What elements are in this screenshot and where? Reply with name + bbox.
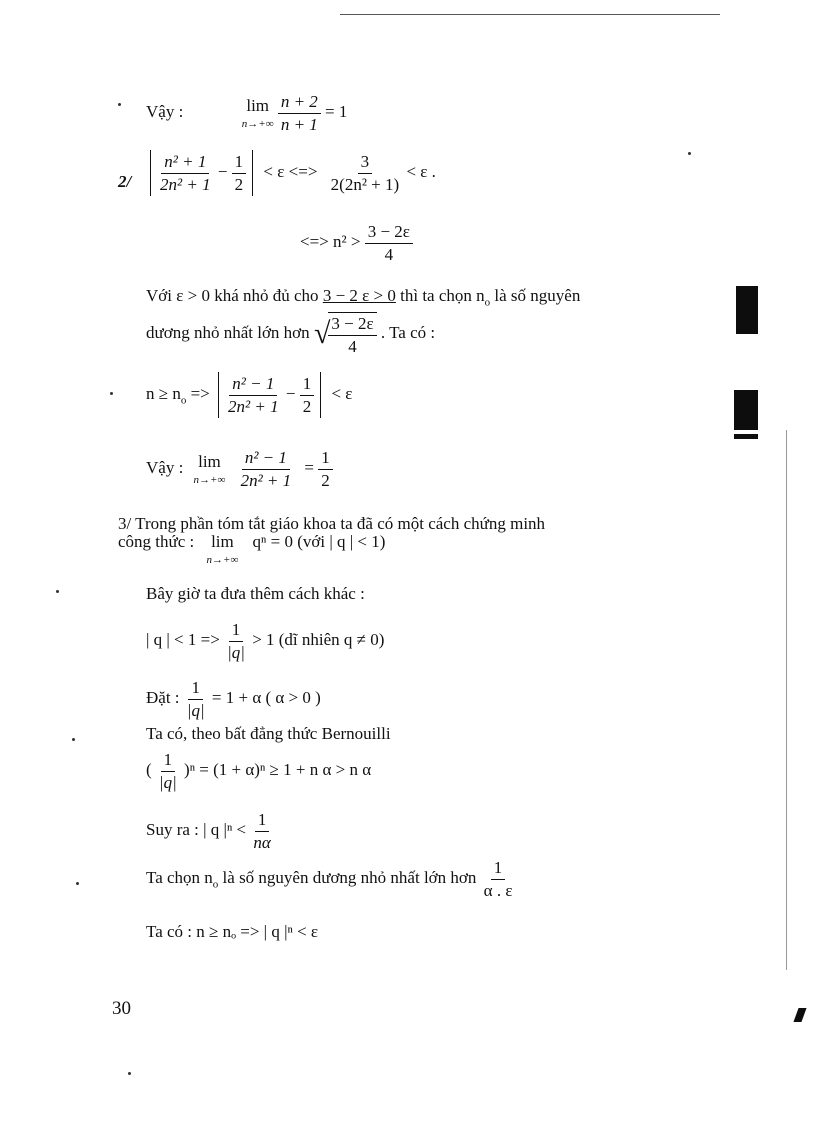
implication: [146, 372, 352, 418]
subscript: o: [180, 394, 187, 407]
denominator: |q|: [227, 642, 245, 662]
denominator: nα: [253, 832, 271, 852]
page-number: 30: [112, 998, 131, 1019]
bernoulli-sentence: Ta có, theo bất đẳng thức Bernouilli: [146, 724, 391, 743]
speck: [76, 882, 79, 885]
fraction: [278, 92, 321, 134]
equals: =: [304, 457, 314, 477]
bernoulli-inequality: [146, 750, 371, 792]
numerator: 1: [188, 678, 203, 700]
numerator: 1: [318, 448, 333, 470]
text: | q | < 1 =>: [146, 629, 220, 649]
final-statement: Ta có : n ≥ nₒ => | q |ⁿ < ε: [146, 922, 319, 941]
set-alpha: [146, 678, 321, 720]
part3-line2: [118, 532, 385, 566]
denominator: |q|: [158, 772, 177, 792]
numerator: 3 − 2ε: [328, 314, 376, 336]
fraction: [250, 810, 273, 852]
conclusion-limit-1: [146, 92, 347, 134]
numerator: 1: [229, 620, 244, 642]
para1-line1: [146, 286, 580, 308]
speck: [72, 738, 75, 741]
lim-operator: [194, 452, 226, 486]
equiv-fraction-2: [365, 222, 413, 264]
lim-subscript: n→+∞: [193, 474, 226, 487]
numerator: n² − 1: [229, 374, 277, 396]
q-inequality: [146, 620, 384, 662]
speck: [688, 152, 691, 155]
numerator: n² + 1: [161, 152, 209, 174]
part2-equiv: [300, 222, 413, 264]
speck: [118, 103, 121, 106]
iff-text: <=> n² >: [300, 231, 361, 251]
denominator: 2: [321, 470, 330, 490]
result-fraction: [318, 448, 333, 490]
text: qⁿ = 0 (với | q | < 1): [252, 532, 386, 551]
abs-fraction: [157, 152, 214, 194]
text: là số nguyên dương nhỏ nhất lớn hơn: [222, 867, 477, 887]
condition: 3 − 2 ε > 0: [322, 286, 396, 305]
lim-text: lim: [246, 96, 270, 116]
text: > 1 (dĩ nhiên q ≠ 0): [252, 629, 385, 649]
lhs: n ≥ n: [146, 383, 181, 403]
vay-label: Vậy :: [146, 457, 184, 477]
numerator: 1: [161, 750, 176, 772]
equiv-fraction: [328, 152, 403, 194]
text: dương nhỏ nhất lớn hơn: [146, 322, 310, 342]
numerator: 1: [232, 152, 247, 174]
text: Đặt :: [146, 687, 180, 707]
absolute-value: $\frac{\text{n² + 1}}{\text{2n² + 1}}$ − $\frac{1}{2}$: [150, 150, 253, 196]
fraction: [156, 750, 180, 792]
fraction: [184, 678, 208, 720]
absolute-value: $\frac{\text{n² − 1}}{\text{2n² + 1}}$ − $\frac{1}{2}$: [218, 372, 321, 418]
sqrt: √ $\frac{3 - 2\varepsilon}{4}$: [314, 312, 377, 356]
speck: [56, 590, 59, 593]
denominator: 4: [384, 244, 394, 264]
numerator: 1: [300, 374, 315, 396]
numerator: 1: [255, 810, 270, 832]
conclusion-limit-2: [146, 448, 333, 490]
part2-inequality: [150, 150, 436, 196]
text: . Ta có :: [380, 322, 436, 342]
part2-label: 2/: [118, 172, 132, 191]
denominator: 2(2n² + 1): [330, 174, 400, 194]
lim-subscript: n→+∞: [241, 118, 274, 131]
right-edge-rule: [786, 430, 787, 970]
lt-epsilon-2: < ε .: [406, 161, 436, 181]
denominator: α . ε: [483, 880, 513, 900]
rhs: = 1: [325, 101, 348, 121]
header-rule: [340, 14, 720, 15]
denominator: 2: [234, 174, 244, 194]
text: Với ε > 0 khá nhỏ đủ cho: [146, 286, 319, 305]
denominator: |q|: [186, 700, 205, 720]
lt-epsilon: < ε <=>: [263, 161, 318, 181]
text: = 1 + α ( α > 0 ): [211, 687, 321, 707]
text: Ta chọn n: [146, 867, 213, 887]
corner-mark: [793, 1008, 806, 1022]
lim-operator: [207, 532, 239, 566]
numerator: 3 − 2ε: [365, 222, 413, 244]
choose-n0: [146, 858, 515, 900]
half-fraction: [232, 152, 247, 194]
text: Suy ra : | q |ⁿ <: [146, 819, 247, 839]
fraction: [224, 620, 248, 662]
numerator: n + 2: [278, 92, 321, 114]
speck: [128, 1072, 131, 1075]
margin-mark-1: [736, 286, 758, 334]
para1-line2: [146, 312, 435, 356]
text: công thức :: [118, 532, 195, 551]
text: )ⁿ = (1 + α)ⁿ ≥ 1 + n α > n α: [184, 759, 372, 779]
numerator: 3: [358, 152, 373, 174]
sentence-another-method: Bây giờ ta đưa thêm cách khác :: [146, 584, 365, 603]
arrow: =>: [190, 383, 210, 403]
half-fraction: [300, 374, 315, 416]
numerator: n² − 1: [242, 448, 290, 470]
denominator: 2n² + 1: [240, 470, 292, 490]
lim-text: lim: [211, 532, 234, 551]
speck: [110, 392, 113, 395]
margin-mark-3: [734, 434, 758, 439]
denominator: n + 1: [280, 114, 318, 134]
fraction: [481, 858, 516, 900]
margin-mark-2: [734, 390, 758, 430]
subscript: o: [484, 296, 491, 309]
part3-line1: 3/ Trong phần tóm tắt giáo khoa ta đã có một cách chứng minh: [118, 514, 546, 533]
rhs: < ε: [331, 383, 353, 403]
denominator: 2: [302, 396, 312, 416]
text: (: [146, 759, 152, 779]
sqrt-fraction: [328, 314, 376, 356]
numerator: 1: [491, 858, 506, 880]
lim-operator: [242, 96, 274, 130]
text: thì ta chọn n: [400, 286, 485, 305]
denominator: 2n² + 1: [228, 396, 279, 416]
lim-text: lim: [198, 452, 221, 472]
denominator: 2n² + 1: [160, 174, 211, 194]
lim-subscript: n→+∞: [206, 554, 239, 566]
subscript: o: [212, 878, 219, 891]
fraction: [225, 374, 282, 416]
vay-label: Vậy :: [146, 101, 184, 121]
denominator: 4: [348, 336, 357, 356]
deduction: [146, 810, 274, 852]
text: là số nguyên: [494, 286, 581, 305]
fraction: [238, 448, 295, 490]
